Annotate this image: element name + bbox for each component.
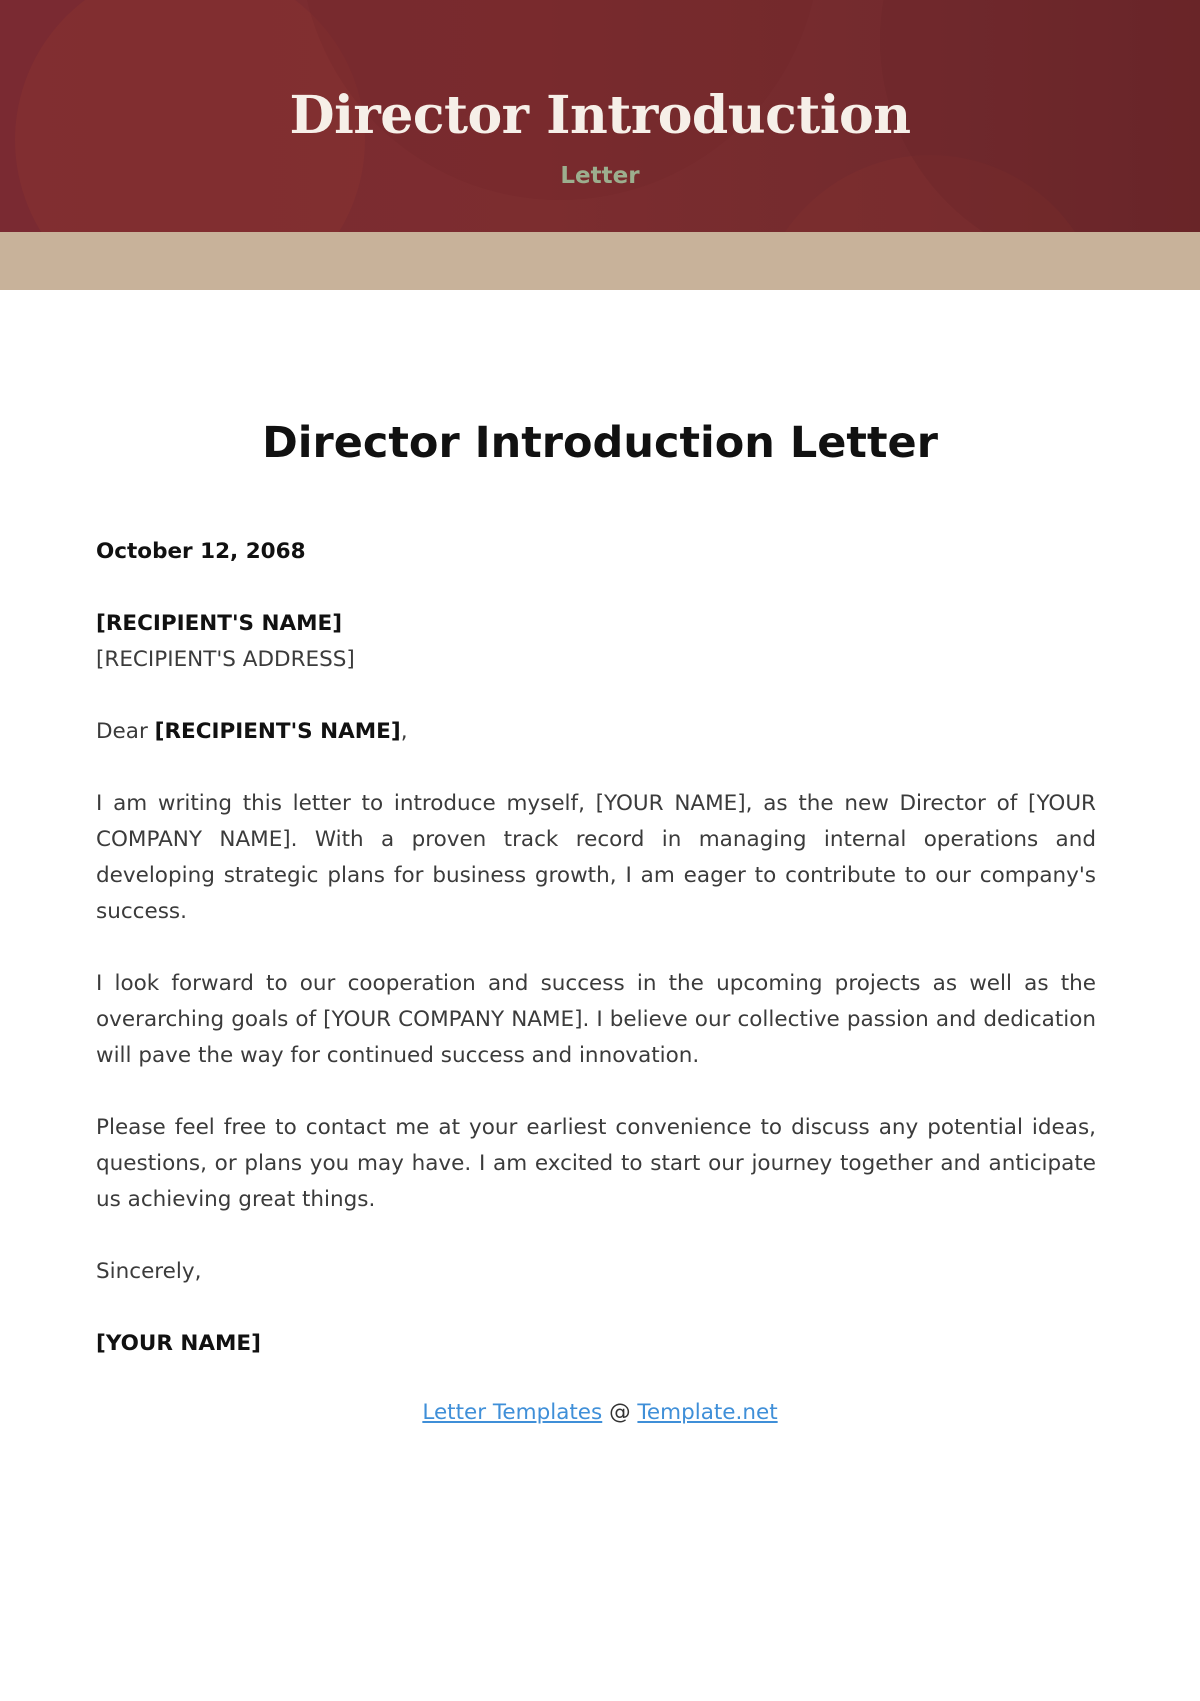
document-title: Director Introduction Letter — [262, 418, 938, 468]
letter-body — [96, 534, 1096, 1362]
letter-templates-link[interactable]: Letter Templates — [422, 1400, 603, 1425]
footer-credit — [0, 1395, 1200, 1431]
body-paragraph-2: I look forward to our cooperation and success in the upcoming projects as well as the overarching goals of [YOUR COMPANY NAME]. I believe our collective passion and dedication will pave the way for continued success and innovation. — [96, 971, 1096, 1068]
banner-title: Director Introduction — [289, 85, 911, 146]
banner-subtitle: Letter — [560, 163, 640, 189]
header-banner — [0, 0, 1200, 232]
header-accent-band — [0, 232, 1200, 290]
letter-date: October 12, 2068 — [96, 539, 306, 564]
template-net-link[interactable]: Template.net — [637, 1400, 778, 1425]
salutation-suffix: , — [400, 719, 408, 744]
body-paragraph-3: Please feel free to contact me at your earliest convenience to discuss any potential ideas, questions, or plans you may have. I am excited to start our journey together and anticipate us achieving great things. — [96, 1115, 1096, 1212]
salutation-name: [RECIPIENT'S NAME] — [154, 719, 401, 744]
body-paragraph-1: I am writing this letter to introduce myself, [YOUR NAME], as the new Director of [YOUR COMPANY NAME]. With a proven track record in managing internal operations and developing strategic plans for business growth, I am eager to contribute to our company's success. — [96, 791, 1096, 924]
recipient-name: [RECIPIENT'S NAME] — [96, 611, 343, 636]
salutation — [96, 714, 1096, 750]
salutation-prefix: Dear — [96, 719, 155, 744]
footer-separator: @ — [602, 1400, 638, 1425]
closing: Sincerely, — [96, 1259, 202, 1284]
recipient-address: [RECIPIENT'S ADDRESS] — [96, 647, 355, 672]
signature: [YOUR NAME] — [96, 1331, 261, 1356]
